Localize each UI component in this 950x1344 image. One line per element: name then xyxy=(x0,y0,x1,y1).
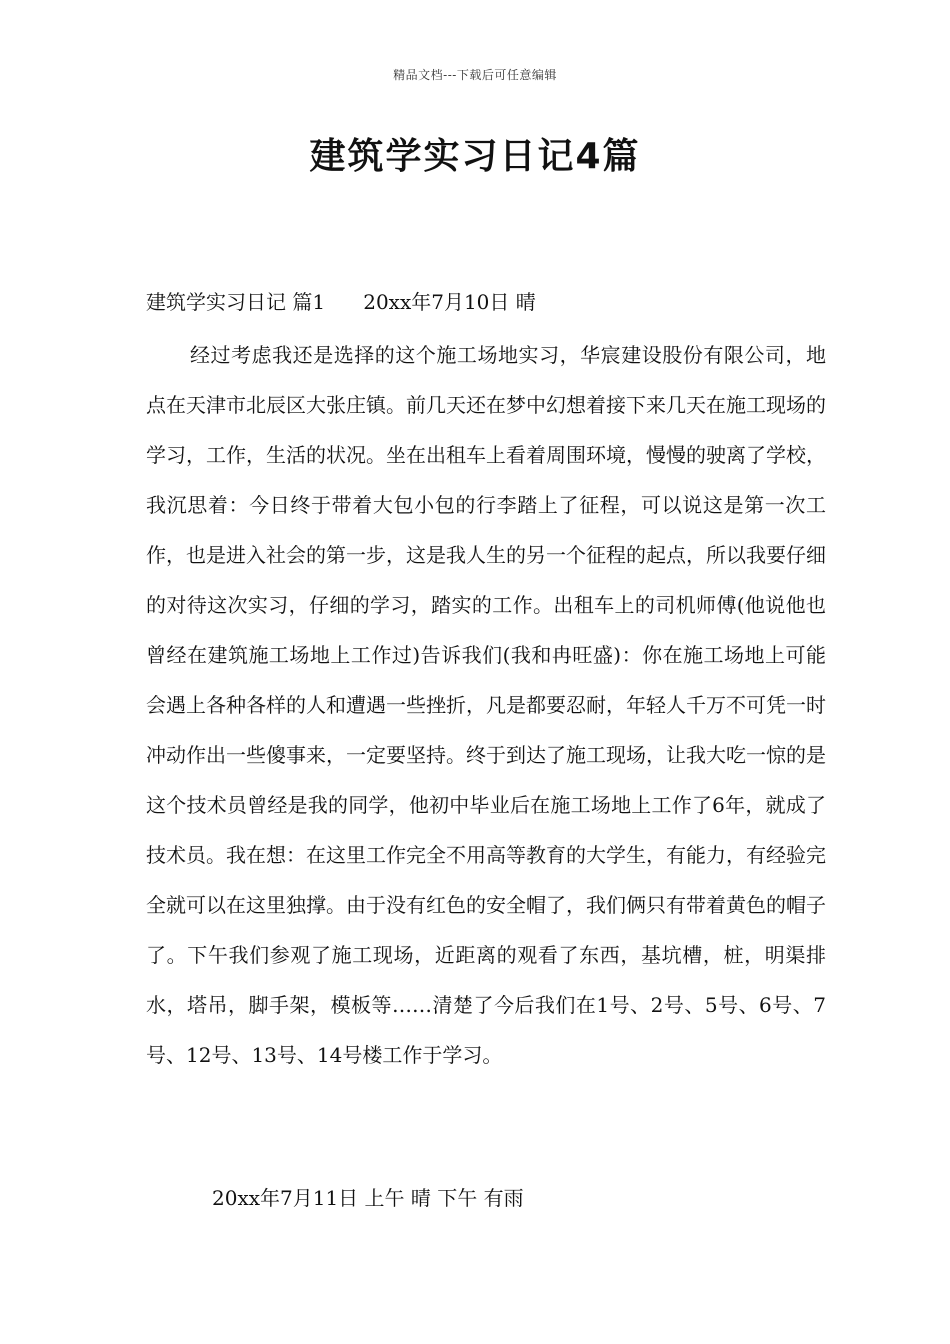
document-title: 建筑学实习日记4篇 xyxy=(309,136,641,177)
entry-heading: 建筑学实习日记 篇1 20xx年7月10日 晴 xyxy=(146,290,536,314)
header-note: 精品文档---下载后可任意编辑 xyxy=(393,68,557,82)
next-entry-date: 20xx年7月11日 上午 晴 下午 有雨 xyxy=(212,1186,524,1210)
entry-paragraph: 经过考虑我还是选择的这个施工场地实习，华宸建设股份有限公司，地点在天津市北辰区大张庄镇。前几天还在梦中幻想着接下来几天在施工现场的学习，工作，生活的状况。坐在出租车上看着周围环境，慢慢的驶离了学校，我沉思着：今日终于带着大包小包的行李踏上了征程，可以说这是第一次工作，也是进入社会的第一步，这是我人生的另一个征程的起点，所以我要仔细的对待这次实习，仔细的学习，踏实的工作。出租车上的司机师傅(他说他也曾经在建筑施工场地上工作过)告诉我们(我和冉旺盛)：你在施工场地上可能会遇上各种各样的人和遭遇一些挫折，凡是都要忍耐，年轻人千万不可凭一时冲动作出一些傻事来，一定要坚持。终于到达了施工现场，让我大吃一惊的是这个技术员曾经是我的同学，他初中毕业后在施工场地上工作了6年，就成了技术员。我在想：在这里工作完全不用高等教育的大学生，有能力，有经验完全就可以在这里独撑。由于没有红色的安全帽了，我们俩只有带着黄色的帽子了。下午我们参观了施工现场，近距离的观看了东西，基坑槽，桩，明渠排水，塔吊，脚手架，模板等……清楚了今后我们在1号、2号、5号、6号、7号、12号、13号、14号楼工作于学习。 xyxy=(146,343,826,1067)
